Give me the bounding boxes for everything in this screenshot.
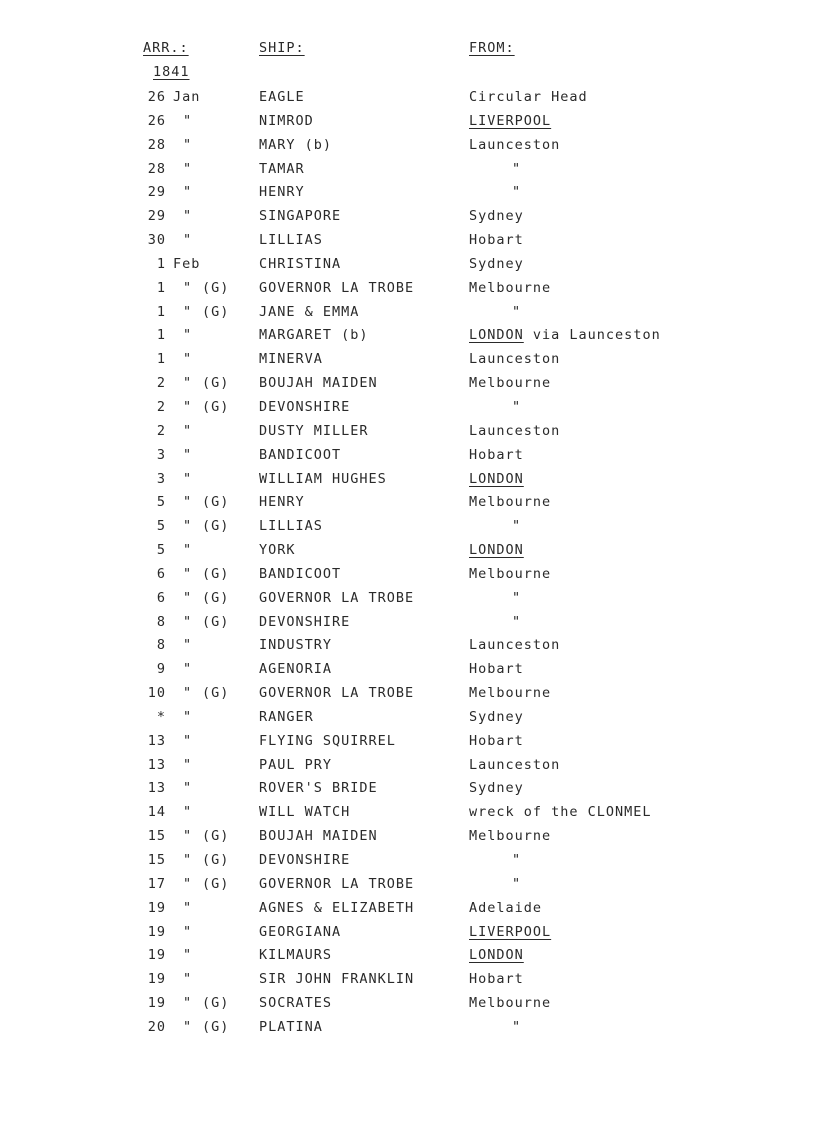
ship-name: PAUL PRY [259, 756, 333, 773]
government-marker: (G) [202, 279, 230, 296]
government-marker: (G) [202, 1018, 230, 1035]
ship-name: BOUJAH MAIDEN [259, 375, 378, 392]
origin: Sydney [469, 780, 524, 797]
ditto-mark: " [183, 160, 193, 177]
table-row [0, 493, 816, 517]
ditto-mark: " [183, 875, 193, 892]
ditto-mark: " [183, 279, 193, 296]
ship-name: NIMROD [259, 112, 314, 129]
ditto-mark: " [183, 1018, 193, 1035]
table-row [0, 779, 816, 803]
ship-name: INDUSTRY [259, 637, 333, 654]
table-row [0, 350, 816, 374]
government-marker: (G) [202, 565, 230, 582]
table-row [0, 422, 816, 446]
origin: Melbourne [469, 828, 552, 845]
ditto-mark: " [183, 303, 193, 320]
from-ditto-mark: " [512, 184, 522, 201]
table-row [0, 231, 816, 255]
ship-name: MINERVA [259, 351, 323, 368]
ditto-mark: " [183, 375, 193, 392]
ship-name: KILMAURS [259, 947, 333, 964]
origin: Hobart [469, 446, 524, 463]
ship-name: GOVERNOR LA TROBE [259, 685, 415, 702]
ship-name: AGNES & ELIZABETH [259, 899, 415, 916]
origin: Hobart [469, 732, 524, 749]
ship-name: AGENORIA [259, 661, 333, 678]
government-marker: (G) [202, 995, 230, 1012]
arrival-day: 3 [156, 470, 166, 487]
origin [469, 946, 524, 964]
ship-name: HENRY [259, 494, 305, 511]
ship-header: SHIP: [259, 40, 305, 56]
table-row [0, 565, 816, 589]
arrival-day: 2 [156, 398, 166, 415]
arrival-month: Jan [173, 89, 201, 105]
origin: Launceston [469, 351, 561, 368]
ship-name: JANE & EMMA [259, 303, 360, 320]
ditto-mark: " [183, 589, 193, 606]
government-marker: (G) [202, 613, 230, 630]
origin [469, 923, 551, 941]
ship-name: DUSTY MILLER [259, 422, 369, 439]
ditto-mark: " [183, 446, 193, 463]
table-row [0, 207, 816, 231]
ditto-mark: " [183, 947, 193, 964]
table-row [0, 589, 816, 613]
table-row [0, 851, 816, 875]
ditto-mark: " [183, 494, 193, 511]
from-header: FROM: [469, 40, 515, 56]
origin-port: LONDON [469, 470, 524, 487]
origin: Hobart [469, 661, 524, 678]
ditto-mark: " [183, 542, 193, 559]
table-row [0, 541, 816, 565]
ship-name: MARY (b) [259, 136, 333, 153]
table-row [0, 183, 816, 207]
arrival-day: 1 [156, 303, 166, 320]
table-row [0, 827, 816, 851]
ditto-mark: " [183, 971, 193, 988]
origin: Launceston [469, 422, 561, 439]
ship-name: DEVONSHIRE [259, 613, 351, 630]
arrival-day: 14 [147, 804, 166, 821]
origin [469, 112, 551, 130]
ship-name: GOVERNOR LA TROBE [259, 875, 415, 892]
ditto-mark: " [183, 470, 193, 487]
ship-name: SIR JOHN FRANKLIN [259, 971, 415, 988]
arrival-day: 19 [147, 995, 166, 1012]
ship-name: WILLIAM HUGHES [259, 470, 387, 487]
table-row [0, 946, 816, 970]
table-row [0, 756, 816, 780]
arrival-day: 17 [147, 875, 166, 892]
ditto-mark: " [183, 708, 193, 725]
ditto-mark: " [183, 828, 193, 845]
ditto-mark: " [183, 661, 193, 678]
origin-suffix: via Launceston [523, 327, 661, 344]
ditto-mark: " [183, 804, 193, 821]
origin-port: LIVERPOOL [469, 112, 552, 129]
ship-name: MARGARET (b) [259, 327, 369, 344]
arr-header: ARR.: [143, 40, 189, 56]
origin: Melbourne [469, 565, 552, 582]
arrival-day: 1 [156, 255, 166, 272]
table-row [0, 88, 816, 112]
from-ditto-mark: " [512, 875, 522, 892]
table-row [0, 326, 816, 350]
arrivals-table [0, 88, 816, 1042]
ditto-mark: " [183, 637, 193, 654]
ditto-mark: " [183, 422, 193, 439]
arrival-day: 19 [147, 971, 166, 988]
table-row [0, 470, 816, 494]
arrival-day: 19 [147, 899, 166, 916]
origin: Melbourne [469, 375, 552, 392]
table-row [0, 398, 816, 422]
arrival-day: 2 [156, 375, 166, 392]
origin [469, 470, 524, 488]
table-row [0, 374, 816, 398]
from-ditto-mark: " [512, 398, 522, 415]
arrival-day: 15 [147, 828, 166, 845]
arrival-day: 29 [147, 184, 166, 201]
arrival-day: 26 [147, 89, 166, 105]
table-row [0, 136, 816, 160]
from-ditto-mark: " [512, 303, 522, 320]
from-ditto-mark: " [512, 160, 522, 177]
ship-name: GOVERNOR LA TROBE [259, 589, 415, 606]
table-row [0, 732, 816, 756]
from-ditto-mark: " [512, 852, 522, 868]
government-marker: (G) [202, 875, 230, 892]
ship-name: SINGAPORE [259, 208, 342, 225]
ship-name: BOUJAH MAIDEN [259, 828, 378, 845]
table-row [0, 803, 816, 827]
ditto-mark: " [183, 232, 193, 249]
ship-name: GEORGIANA [259, 923, 342, 940]
ship-name: LILLIAS [259, 232, 323, 249]
ship-name: ROVER'S BRIDE [259, 780, 378, 797]
government-marker: (G) [202, 518, 230, 535]
arrival-day: 2 [156, 422, 166, 439]
table-row [0, 923, 816, 947]
arrival-day: 5 [156, 518, 166, 535]
table-row [0, 112, 816, 136]
government-marker: (G) [202, 852, 230, 868]
origin: Sydney [469, 255, 524, 272]
origin: Adelaide [469, 899, 543, 916]
arrival-day: 10 [147, 685, 166, 702]
ship-name: FLYING SQUIRREL [259, 732, 396, 749]
table-row [0, 899, 816, 923]
ditto-mark: " [183, 398, 193, 415]
arrival-day: 1 [156, 327, 166, 344]
arrival-day: 1 [156, 279, 166, 296]
table-row [0, 1018, 816, 1042]
table-row [0, 279, 816, 303]
table-row [0, 660, 816, 684]
arrival-day: 5 [156, 542, 166, 559]
origin: wreck of the CLONMEL [469, 804, 652, 821]
table-row [0, 970, 816, 994]
from-ditto-mark: " [512, 613, 522, 630]
arrival-day: 28 [147, 160, 166, 177]
government-marker: (G) [202, 589, 230, 606]
arrival-day: 30 [147, 232, 166, 249]
ditto-mark: " [183, 565, 193, 582]
origin: Melbourne [469, 494, 552, 511]
government-marker: (G) [202, 303, 230, 320]
ship-name: GOVERNOR LA TROBE [259, 279, 415, 296]
origin-port: LIVERPOOL [469, 923, 552, 940]
ship-name: CHRISTINA [259, 255, 342, 272]
ditto-mark: " [183, 756, 193, 773]
ship-name: EAGLE [259, 89, 305, 105]
from-ditto-mark: " [512, 1018, 522, 1035]
ditto-mark: " [183, 732, 193, 749]
origin: Hobart [469, 971, 524, 988]
ship-name: PLATINA [259, 1018, 323, 1035]
table-row [0, 517, 816, 541]
ship-name: DEVONSHIRE [259, 852, 351, 868]
arrival-day: 19 [147, 947, 166, 964]
ditto-mark: " [183, 923, 193, 940]
table-row [0, 613, 816, 637]
ditto-mark: " [183, 136, 193, 153]
ditto-mark: " [183, 780, 193, 797]
arrival-day: 8 [156, 613, 166, 630]
ditto-mark: " [183, 208, 193, 225]
origin [469, 541, 524, 559]
ship-name: YORK [259, 542, 296, 559]
arrival-day: 8 [156, 637, 166, 654]
ship-name: BANDICOOT [259, 565, 342, 582]
origin: Hobart [469, 232, 524, 249]
ditto-mark: " [183, 518, 193, 535]
ditto-mark: " [183, 327, 193, 344]
from-ditto-mark: " [512, 589, 522, 606]
government-marker: (G) [202, 398, 230, 415]
ship-name: WILL WATCH [259, 804, 351, 821]
ditto-mark: " [183, 685, 193, 702]
table-row [0, 994, 816, 1018]
arrival-day: 28 [147, 136, 166, 153]
ship-name: SOCRATES [259, 995, 333, 1012]
government-marker: (G) [202, 828, 230, 845]
ditto-mark: " [183, 351, 193, 368]
ditto-mark: " [183, 852, 193, 868]
ship-name: BANDICOOT [259, 446, 342, 463]
arrival-day: 9 [156, 661, 166, 678]
from-ditto-mark: " [512, 518, 522, 535]
government-marker: (G) [202, 685, 230, 702]
arrival-day: 29 [147, 208, 166, 225]
origin: Launceston [469, 136, 561, 153]
ship-name: TAMAR [259, 160, 305, 177]
arrival-month: Feb [173, 255, 201, 272]
arrival-day: 15 [147, 852, 166, 868]
ditto-mark: " [183, 995, 193, 1012]
ship-name: HENRY [259, 184, 305, 201]
ditto-mark: " [183, 112, 193, 129]
table-row [0, 708, 816, 732]
table-row [0, 684, 816, 708]
table-row [0, 636, 816, 660]
year-label: 1841 [153, 64, 190, 80]
arrival-day: 13 [147, 756, 166, 773]
origin [469, 326, 661, 344]
ditto-mark: " [183, 184, 193, 201]
arrival-day: 13 [147, 732, 166, 749]
origin-port: LONDON [469, 327, 524, 344]
arrival-day: 13 [147, 780, 166, 797]
ditto-mark: " [183, 899, 193, 916]
origin: Melbourne [469, 279, 552, 296]
origin: Sydney [469, 208, 524, 225]
origin: Melbourne [469, 685, 552, 702]
arrival-day: 3 [156, 446, 166, 463]
ship-name: RANGER [259, 708, 314, 725]
table-row [0, 303, 816, 327]
table-row [0, 875, 816, 899]
table-row [0, 160, 816, 184]
arrival-day: 6 [156, 565, 166, 582]
origin: Circular Head [469, 89, 588, 105]
origin-port: LONDON [469, 542, 524, 559]
arrival-day: 20 [147, 1018, 166, 1035]
arrival-day: 19 [147, 923, 166, 940]
origin: Launceston [469, 756, 561, 773]
arrival-day: 5 [156, 494, 166, 511]
origin: Melbourne [469, 995, 552, 1012]
arrival-day: 1 [156, 351, 166, 368]
arrival-day: 6 [156, 589, 166, 606]
ditto-mark: " [183, 613, 193, 630]
ship-name: LILLIAS [259, 518, 323, 535]
origin: Sydney [469, 708, 524, 725]
government-marker: (G) [202, 375, 230, 392]
origin: Launceston [469, 637, 561, 654]
origin-port: LONDON [469, 947, 524, 964]
government-marker: (G) [202, 494, 230, 511]
arrival-day: * [156, 708, 166, 725]
table-row [0, 255, 816, 279]
table-row [0, 446, 816, 470]
arrival-day: 26 [147, 112, 166, 129]
ship-name: DEVONSHIRE [259, 398, 351, 415]
